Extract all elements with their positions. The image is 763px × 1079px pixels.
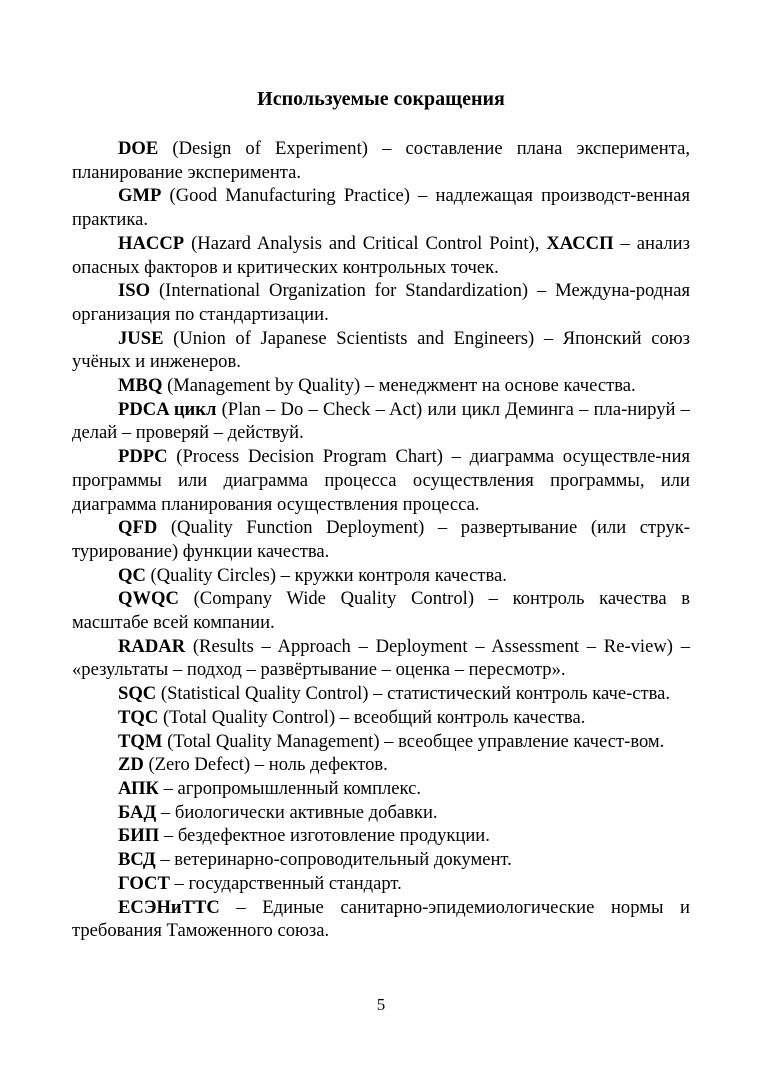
abbreviation-entry-gost — [72, 872, 690, 896]
abbreviation-entry-vsd — [72, 848, 690, 872]
abbreviation-entry-bip — [72, 824, 690, 848]
abbreviation-term: JUSE — [118, 327, 164, 349]
abbreviation-entry-qwqc — [72, 587, 690, 634]
abbreviation-definition: (Total Quality Control) – всеобщий контроль качества. — [158, 706, 586, 728]
abbreviation-term: PDCA цикл — [118, 398, 217, 420]
abbreviation-definition: – агропромышленный комплекс. — [158, 777, 422, 799]
abbreviation-term: QC — [118, 564, 146, 586]
abbreviation-definition: – ветеринарно-сопроводительный документ. — [155, 849, 512, 871]
abbreviation-entry-doe — [72, 137, 690, 184]
abbreviation-term: ГОСТ — [118, 872, 170, 894]
abbreviation-entry-radar — [72, 635, 690, 682]
abbreviation-term: ZD — [118, 754, 144, 776]
abbreviation-term: ЕСЭНиТТС — [118, 896, 220, 918]
abbreviation-definition: (Plan – Do – Check – Act) или цикл Деминга – пла-нируй – делай – проверяй – действуй. — [72, 398, 690, 444]
abbreviation-entry-juse — [72, 327, 690, 374]
abbreviation-entry-apk — [72, 777, 690, 801]
abbreviation-definition: (Union of Japanese Scientists and Engineers) – Японский союз учёных и инженеров. — [72, 327, 690, 373]
abbreviation-entry-esenitts — [72, 896, 690, 943]
abbreviation-term: QWQC — [118, 588, 179, 610]
abbreviation-entry-pdpc — [72, 445, 690, 516]
abbreviation-entry-tqm — [72, 730, 690, 754]
abbreviation-entry-haccp — [72, 232, 690, 279]
abbreviation-definition: (Management by Quality) – менеджмент на основе качества. — [162, 375, 636, 397]
abbreviation-term: ISO — [118, 280, 151, 302]
abbreviation-definition: (Hazard Analysis and Critical Control Point), — [184, 232, 547, 254]
abbreviation-term: TQC — [118, 706, 159, 728]
abbreviation-entry-qc — [72, 564, 690, 588]
abbreviation-term: HACCP — [118, 232, 185, 254]
abbreviation-entry-tqc — [72, 706, 690, 730]
abbreviation-entry-pdca — [72, 398, 690, 445]
abbreviation-definition: (International Organization for Standardization) – Междуна-родная организация по стандартизации. — [72, 280, 690, 325]
abbreviation-definition: (Design of Experiment) – составление плана эксперимента, планирование эксперимента. — [72, 138, 690, 183]
abbreviation-entry-qfd — [72, 516, 690, 563]
abbreviation-entry-iso — [72, 279, 690, 326]
abbreviation-term: QFD — [118, 517, 158, 539]
abbreviation-definition: (Good Manufacturing Practice) – надлежащая производст-венная практика. — [72, 185, 690, 231]
abbreviations-list — [72, 137, 690, 943]
abbreviation-term: SQC — [118, 683, 157, 705]
page-number: 5 — [376, 995, 386, 1014]
abbreviation-entry-mbq — [72, 374, 690, 398]
abbreviation-definition-secondary: – анализ опасных факторов и критических контрольных точек. — [72, 232, 690, 278]
abbreviation-definition: (Company Wide Quality Control) – контроль качества в масштабе всей компании. — [72, 588, 690, 634]
abbreviation-term-secondary: ХАССП — [546, 232, 614, 254]
abbreviation-definition: (Quality Function Deployment) – развертывание (или струк-турирование) функции качества. — [72, 517, 690, 562]
abbreviation-term: DOE — [118, 138, 159, 159]
abbreviation-term: RADAR — [118, 635, 186, 657]
abbreviation-entry-sqc — [72, 682, 690, 706]
abbreviation-term: ВСД — [118, 849, 156, 871]
abbreviation-definition: (Zero Defect) – ноль дефектов. — [143, 754, 388, 776]
abbreviation-definition: (Statistical Quality Control) – статистический контроль каче-ства. — [156, 683, 671, 705]
abbreviation-definition: (Total Quality Management) – всеобщее управление качест-вом. — [162, 730, 665, 752]
abbreviation-term: TQM — [118, 730, 163, 752]
abbreviation-definition: – Единые санитарно-эпидемиологические нормы и требования Таможенного союза. — [72, 896, 690, 942]
abbreviation-term: MBQ — [118, 375, 163, 397]
abbreviation-definition: (Process Decision Program Chart) – диаграмма осуществле-ния программы или диаграмма процесса осуществления программы, или диаграмма планирования осуществления процесса. — [72, 446, 690, 515]
page-title: Используемые сокращения — [257, 88, 505, 110]
abbreviation-term: GMP — [118, 185, 162, 207]
abbreviation-term: PDPC — [118, 446, 168, 468]
abbreviation-definition: (Quality Circles) – кружки контроля качества. — [145, 564, 507, 586]
abbreviation-entry-bad — [72, 801, 690, 825]
abbreviation-term: АПК — [118, 777, 159, 799]
abbreviation-definition: – государственный стандарт. — [169, 872, 402, 894]
abbreviation-term: БИП — [118, 825, 160, 847]
abbreviation-entry-gmp — [72, 184, 690, 231]
abbreviation-term: БАД — [118, 801, 157, 823]
abbreviation-definition: – биологически активные добавки. — [156, 801, 438, 823]
abbreviation-definition: (Results – Approach – Deployment – Assessment – Re-view) – «результаты – подход – развёртывание – оценка – пересмотр». — [72, 635, 690, 681]
abbreviation-definition: – бездефектное изготовление продукции. — [159, 825, 490, 847]
abbreviation-entry-zd — [72, 753, 690, 777]
